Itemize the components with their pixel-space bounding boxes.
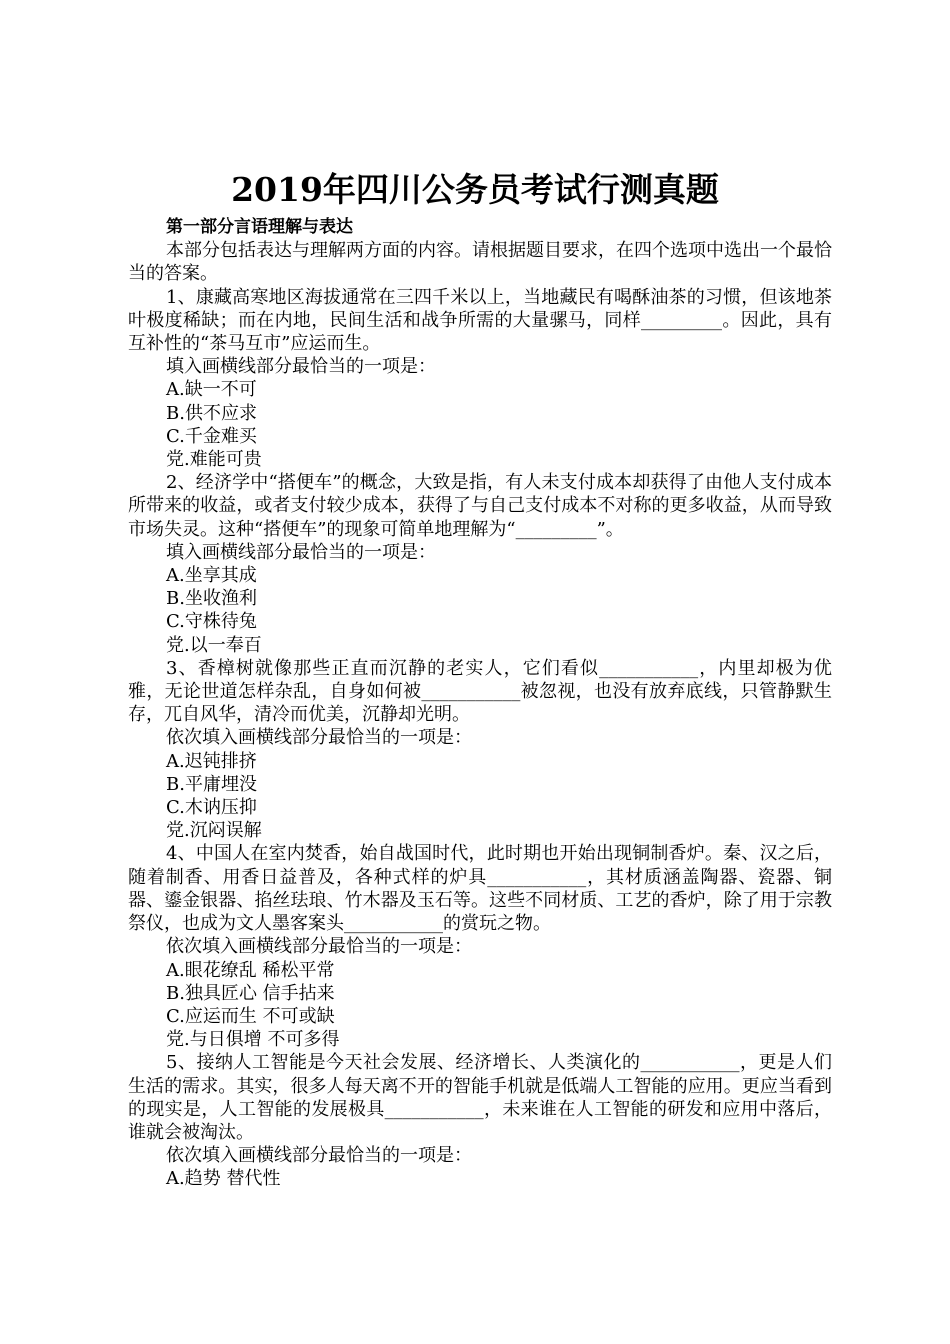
question-3-stem: 3、香樟树就像那些正直而沉静的老实人，它们看似___________，内里却极为优雅，无论世道怎样杂乱，自身如何被___________被忽视，也没有放弃底线，只管静默生存，兀自风华，清冷而优美，沉静却光明。: [128, 657, 832, 726]
question-1-option-b: B.供不应求: [166, 402, 257, 424]
question-3-option-b: B.平庸埋没: [166, 773, 257, 795]
question-2-option-a: A.坐享其成: [166, 565, 257, 587]
question-2-stem: 2、经济学中“搭便车”的概念，大致是指，有人未支付成本却获得了由他人支付成本所带来的收益，或者支付较少成本，获得了与自己支付成本不对称的更多收益，从而导致市场失灵。这种“搭便车”的现象可简单地理解为“_________”。: [128, 472, 832, 540]
question-1-option-d: 党.难能可贵: [166, 449, 262, 471]
question-2-option-d: 党.以一奉百: [166, 634, 262, 656]
question-1-stem: 1、康藏高寒地区海拔通常在三四千米以上，当地藏民有喝酥油茶的习惯，但该地茶叶极度稀缺；而在内地，民间生活和战争所需的大量骡马，同样_________。因此，具有互补性的“茶马互市”应运而生。: [128, 286, 832, 355]
question-5-option-a: A.趋势 替代性: [166, 1168, 281, 1190]
question-4-prompt: 依次填入画横线部分最恰当的一项是：: [166, 936, 472, 958]
question-2-option-b: B.坐收渔利: [166, 588, 257, 610]
question-4-option-b: B.独具匠心 信手拈来: [166, 982, 335, 1004]
question-4-option-d: 党.与日俱增 不可多得: [166, 1029, 340, 1051]
section-heading: 第一部分言语理解与表达: [166, 217, 353, 237]
question-5-prompt: 依次填入画横线部分最恰当的一项是：: [166, 1145, 472, 1167]
question-2-option-c: C.守株待兔: [166, 611, 257, 633]
question-3-prompt: 依次填入画横线部分最恰当的一项是：: [166, 727, 472, 749]
intro-paragraph: 本部分包括表达与理解两方面的内容。请根据题目要求，在四个选项中选出一个最恰当的答案。: [128, 240, 832, 285]
document-body: [128, 216, 832, 1191]
question-3-option-d: 党.沉闷误解: [166, 820, 262, 842]
question-1-option-c: C.千金难买: [166, 425, 257, 447]
question-4-option-a: A.眼花缭乱 稀松平常: [166, 959, 335, 981]
question-2-prompt: 填入画横线部分最恰当的一项是：: [166, 541, 436, 563]
question-4-option-c: C.应运而生 不可或缺: [166, 1005, 335, 1027]
question-5-stem: 5、接纳人工智能是今天社会发展、经济增长、人类演化的___________，更是人们生活的需求。其实，很多人每天离不开的智能手机就是低端人工智能的应用。更应当看到的现实是，人工智能的发展极具___________，未来谁在人工智能的研发和应用中落后，谁就会被淘汰。: [128, 1052, 832, 1143]
question-4-stem: 4、中国人在室内焚香，始自战国时代，此时期也开始出现铜制香炉。秦、汉之后，随着制香、用香日益普及，各种式样的炉具___________，其材质涵盖陶器、瓷器、铜器、鎏金银器、掐丝珐琅、竹木器及玉石等。这些不同材质、工艺的香炉，除了用于宗教祭仪，也成为文人墨客案头___________的赏玩之物。: [128, 843, 832, 935]
document-title: 2019年四川公务员考试行测真题: [231, 170, 719, 209]
question-1-option-a: A.缺一不可: [166, 379, 257, 401]
question-3-option-a: A.迟钝排挤: [166, 750, 257, 772]
question-3-option-c: C.木讷压抑: [166, 797, 257, 819]
question-1-prompt: 填入画横线部分最恰当的一项是：: [166, 356, 436, 378]
